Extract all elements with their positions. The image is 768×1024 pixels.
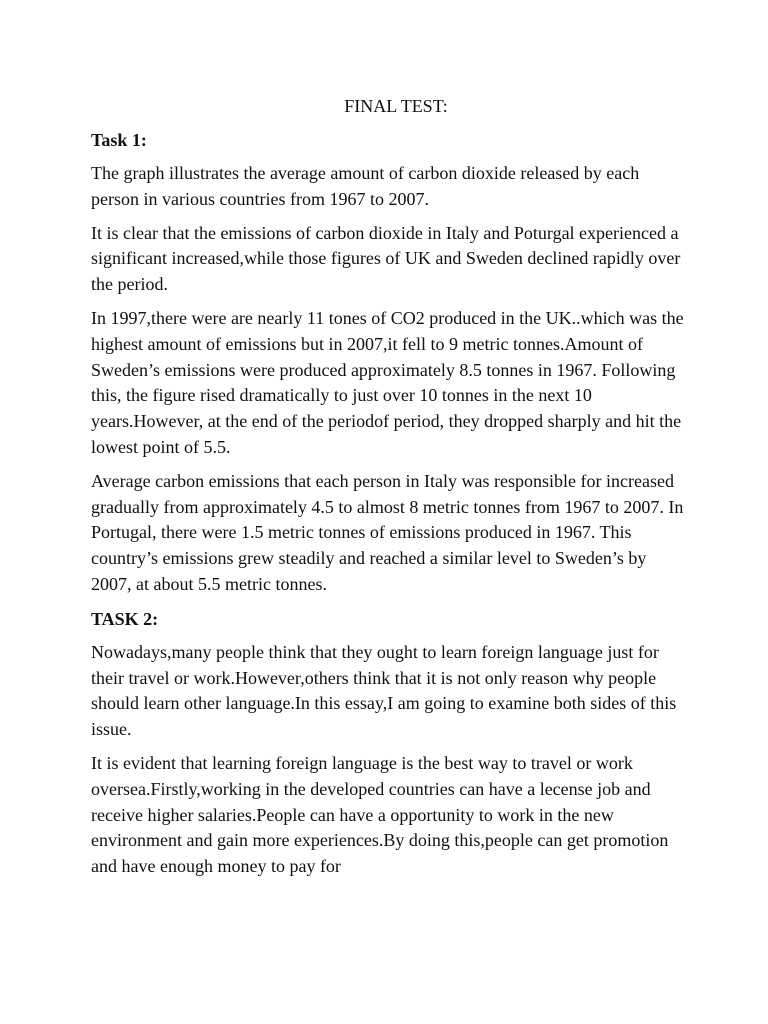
section-heading: Task 1: <box>91 130 147 150</box>
paragraph: It is evident that learning foreign language is the best way to travel or work oversea.Firstly,working in the developed countries can have a lecense job and receive higher salaries.People can have a opportunity to work in the new environment and gain more experiences.By doing this,people can get promotion and have enough money to pay for <box>91 752 669 877</box>
document-page <box>91 93 691 888</box>
document-title: FINAL TEST: <box>344 96 448 116</box>
section-heading: TASK 2: <box>91 608 159 629</box>
paragraph: The graph illustrates the average amount of carbon dioxide released by each person in various countries from 1967 to 2007. <box>91 163 640 209</box>
section-task-2 <box>91 606 691 880</box>
section-task-1 <box>91 127 691 598</box>
paragraph: In 1997,there were are nearly 11 tones of CO2 produced in the UK..which was the highest amount of emissions but in 2007,it fell to 9 metric tonnes.Amount of Sweden’s emissions were produced approximately 8.5 tonnes in 1967. Following this, the figure rised dramatically to just over 10 tonnes in the next 10 years.However, at the end of the periodof period, they dropped sharply and hit the lowest point of 5.5. <box>91 307 684 457</box>
paragraph: It is clear that the emissions of carbon dioxide in Italy and Poturgal experienced a significant increased,while those figures of UK and Sweden declined rapidly over the period. <box>91 222 681 295</box>
paragraph: Average carbon emissions that each person in Italy was responsible for increased gradually from approximately 4.5 to almost 8 metric tonnes from 1967 to 2007. In Portugal, there were 1.5 metric tonnes of emissions produced in 1967. This country’s emissions grew steadily and reached a similar level to Sweden’s by 2007, at about 5.5 metric tonnes. <box>91 470 684 594</box>
paragraph: Nowadays,many people think that they ought to learn foreign language just for their travel or work.However,others think that it is not only reason why people should learn other language.In this essay,I am going to examine both sides of this issue. <box>91 641 677 740</box>
